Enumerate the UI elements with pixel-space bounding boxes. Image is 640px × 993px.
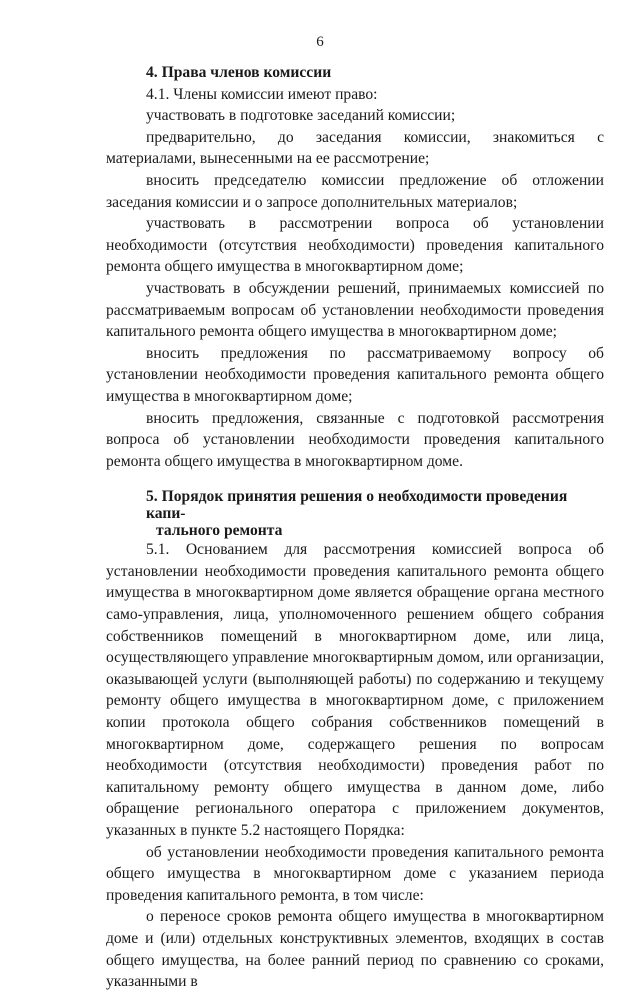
section-5-paragraph: об установлении необходимости проведения капитального ремонта общего имущества в многоквартирном доме с указанием периода проведения капитального ремонта, в том числе: — [106, 843, 604, 904]
section-5-heading — [106, 488, 604, 539]
section-4-paragraph: участвовать в рассмотрении вопроса об установлении необходимости (отсутствия необходимости) проведения капитального ремонта общего имущества в многоквартирном доме; — [106, 215, 604, 276]
section-spacer — [106, 472, 604, 488]
section-4-paragraph: 4.1. Члены комиссии имеют право: — [146, 85, 378, 103]
section-5-paragraph: 5.1. Основанием для рассмотрения комиссией вопроса об установлении необходимости проведения капитального ремонта общего имущества в многоквартирном доме является обращение органа местного само-управления, лица, уполномоченного решением общего собрания собственников помещений в многоквартирном доме, или лица, осуществляющего управление многоквартирным домом, или организации, оказывающей услуги (выполняющей работы) по содержанию и текущему ремонту общего имущества в многоквартирном доме, с приложением копии протокола общего собрания собственников помещений в многоквартирном доме, содержащего решения по вопросам необходимости (отсутствия необходимости) проведения работ по капитальному ремонту общего имущества в данном доме, либо обращение регионального оператора с приложением документов, указанных в пункте 5.2 настоящего Порядка: — [106, 541, 604, 839]
section-4-paragraph: предварительно, до заседания комиссии, знакомиться с материалами, вынесенными на ее рассмотрение; — [106, 128, 604, 168]
section-5-heading-line1: 5. Порядок принятия решения о необходимости проведения капи- — [146, 488, 568, 523]
section-5-heading-line2: тального ремонта — [156, 522, 283, 540]
section-4-paragraph: участвовать в подготовке заседаний комиссии; — [146, 107, 456, 125]
section-4-paragraph: участвовать в обсуждении решений, принимаемых комиссией по рассматриваемым вопросам об установлении необходимости проведения капитального ремонта общего имущества в многоквартирном доме; — [106, 279, 604, 341]
page-number: 6 — [316, 34, 324, 50]
section-4-paragraph: вносить предложения, связанные с подготовкой рассмотрения вопроса об установлении необходимости проведения капитального ремонта общего имущества в многоквартирном доме. — [106, 409, 604, 470]
section-4-paragraph: вносить предложения по рассматриваемому вопросу об установлении необходимости проведения капитального ремонта общего имущества в многоквартирном доме; — [106, 344, 604, 405]
document-body — [106, 62, 604, 993]
section-4-heading: 4. Права членов комиссии — [146, 64, 332, 81]
section-5-paragraph: о переносе сроков ремонта общего имущества в многоквартирном доме и (или) отдельных конструктивных элементов, входящих в состав общего имущества, на более ранний период по сравнению со сроками, указанными в — [106, 908, 604, 991]
section-4-paragraph: вносить председателю комиссии предложение об отложении заседания комиссии и о запросе дополнительных материалов; — [106, 171, 604, 211]
